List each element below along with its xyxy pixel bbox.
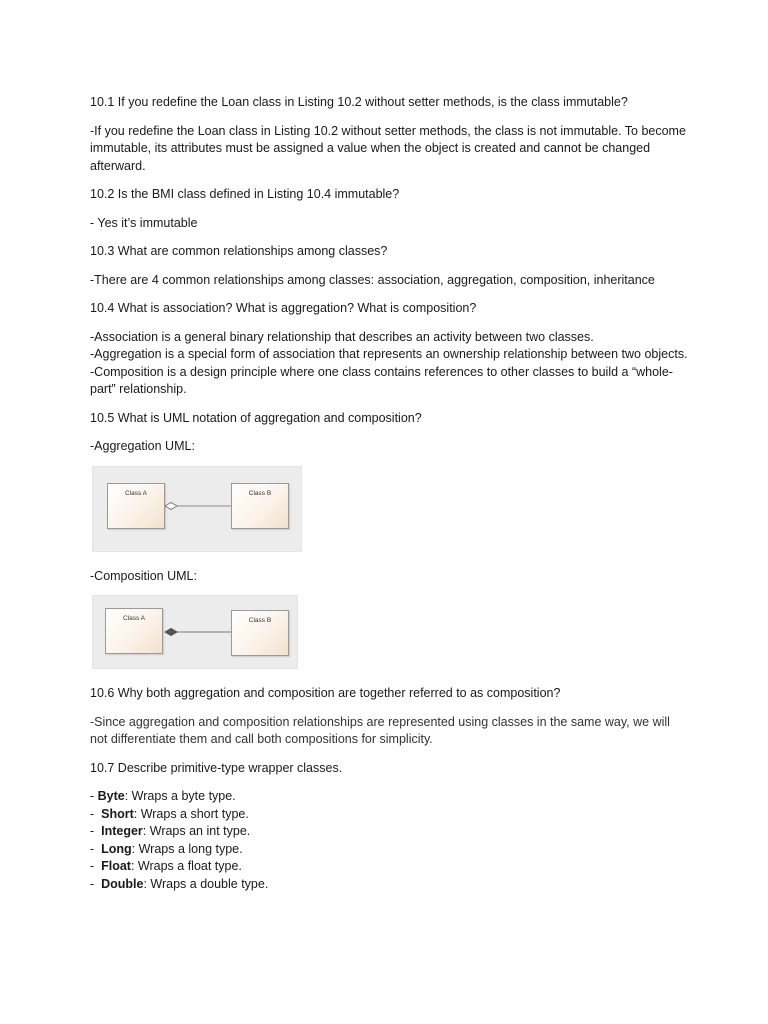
class-a-label: Class A	[124, 489, 148, 497]
aggregation-uml-diagram	[92, 466, 302, 552]
class-a-label: Class A	[122, 615, 146, 622]
question-10-5: 10.5 What is UML notation of aggregation and composition?	[90, 410, 422, 425]
answer-10-2: - Yes it’s immutable	[90, 215, 198, 230]
class-a-box	[107, 483, 165, 529]
class-a-box	[105, 608, 163, 654]
answer-10-6: -Since aggregation and composition relationships are represented using classes in the same way, we will not differentiate them and call both compositions for simplicity.	[90, 714, 670, 746]
aggregation-label: -Aggregation UML:	[90, 439, 195, 453]
answer-10-1: -If you redefine the Loan class in Listing 10.2 without setter methods, the class is not immutable. To become immutable, its attributes must be assigned a value when the object is created and cannot be changed afterward.	[90, 123, 686, 173]
list-item: - Short: Wraps a short type.	[90, 806, 249, 821]
list-item: - Double: Wraps a double type.	[90, 876, 269, 891]
answer-10-4	[90, 329, 690, 399]
wrapper-class-list	[90, 788, 690, 893]
list-item: - Integer: Wraps an int type.	[90, 824, 251, 838]
class-b-box	[231, 483, 289, 529]
class-b-box	[231, 610, 289, 656]
class-b-label: Class B	[248, 617, 272, 624]
hollow-diamond-icon	[165, 502, 177, 509]
answer-composition: -Composition is a design principle where one class contains references to other classes to build a “whole-part” relationship.	[90, 364, 673, 396]
document-page	[90, 94, 690, 893]
question-10-1: 10.1 If you redefine the Loan class in Listing 10.2 without setter methods, is the class immutable?	[90, 95, 628, 109]
filled-diamond-icon	[165, 629, 177, 636]
composition-uml-diagram	[92, 595, 298, 669]
question-10-4: 10.4 What is association? What is aggregation? What is composition?	[90, 301, 477, 315]
question-10-7: 10.7 Describe primitive-type wrapper classes.	[90, 760, 343, 775]
question-10-2: 10.2 Is the BMI class defined in Listing 10.4 immutable?	[90, 187, 400, 201]
question-10-6: 10.6 Why both aggregation and composition are together referred to as composition?	[90, 686, 561, 700]
answer-10-3: -There are 4 common relationships among classes: association, aggregation, composition, inheritance	[90, 272, 655, 287]
answer-aggregation: -Aggregation is a special form of association that represents an ownership relationship between two objects.	[90, 347, 688, 361]
question-10-3: 10.3 What are common relationships among classes?	[90, 244, 388, 258]
list-item: - Float: Wraps a float type.	[90, 859, 242, 873]
answer-association: -Association is a general binary relationship that describes an activity between two classes.	[90, 329, 594, 344]
composition-label: -Composition UML:	[90, 568, 197, 583]
class-b-label: Class B	[248, 489, 272, 497]
list-item: - Long: Wraps a long type.	[90, 841, 243, 856]
list-item: - Byte: Wraps a byte type.	[90, 789, 236, 803]
